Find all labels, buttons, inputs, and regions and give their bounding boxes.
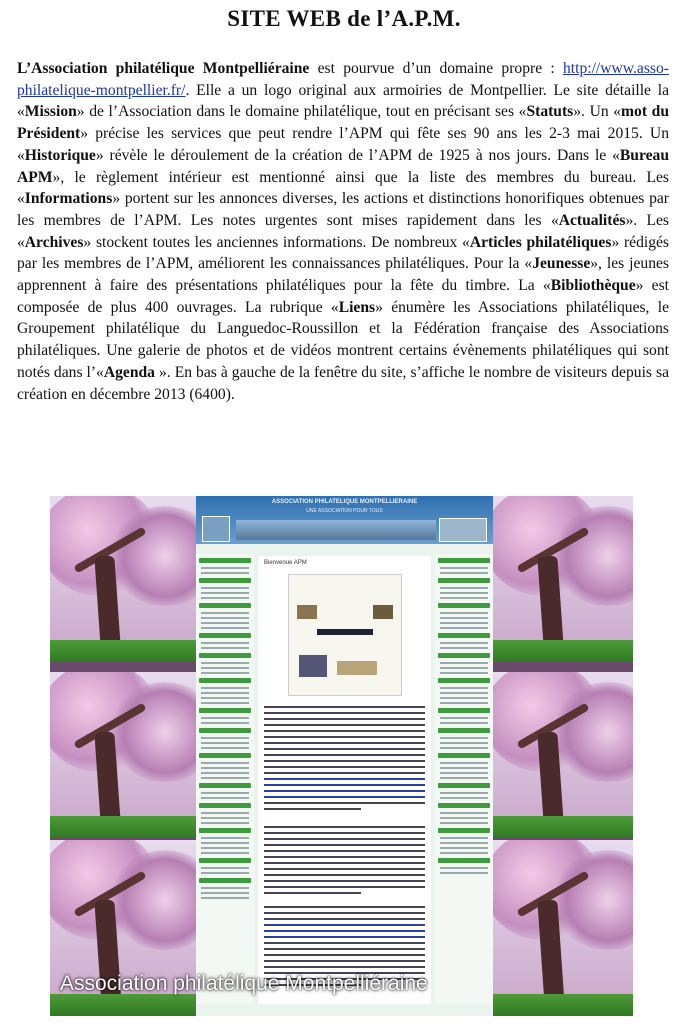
sidebar-menu-line <box>201 767 249 769</box>
text-line <box>264 868 425 870</box>
text-line <box>264 844 425 846</box>
text-line <box>264 880 425 882</box>
bold-term: Articles philatéliques <box>469 233 612 251</box>
sidebar-menu-line <box>440 717 488 719</box>
sidebar-menu-line <box>201 567 249 569</box>
sidebar-menu-line <box>440 642 488 644</box>
text-line <box>264 766 425 768</box>
sidebar-menu-line <box>440 572 488 574</box>
text-line <box>264 796 425 798</box>
sidebar-menu-line <box>440 672 488 674</box>
text-run: » portent sur les annonces diverses, les actions et distinctions honorifiques obtenues par les membres de l’APM. Les notes urgentes sont mises rapidement dans les « <box>17 190 669 229</box>
sidebar-menu-bar <box>199 633 251 638</box>
text-run: », le règlement intérieur est mentionné ainsi que la liste des membres du bureau. Les « <box>17 168 669 208</box>
city-photo <box>236 520 436 540</box>
banner-title: ASSOCIATION PHILATELIQUE MONTPELLIERAINE <box>271 499 418 505</box>
sidebar-menu-line <box>440 667 488 669</box>
text-line <box>264 838 425 840</box>
sidebar-menu-bar <box>438 803 490 808</box>
sidebar-menu-line <box>201 617 249 619</box>
sidebar-menu-bar <box>438 828 490 833</box>
sidebar-menu-bar <box>438 708 490 713</box>
sidebar-menu-line <box>201 587 249 589</box>
sidebar-menu-line <box>201 717 249 719</box>
text-run: » énumère les Associations philatéliques, le Groupement philatélique du Languedoc-Roussillon et la Fédération française des Associations philatéliques. Une galerie de photos et de vidéos montrent certains évènements philatéliques qui sont notés dans l’« <box>17 298 669 381</box>
sidebar-menu-bar <box>438 558 490 563</box>
sidebar-menu-line <box>440 617 488 619</box>
text-line <box>264 826 425 828</box>
sidebar-menu-line <box>440 847 488 849</box>
sidebar-menu-line <box>201 822 249 824</box>
cherry-tree-image <box>50 672 196 838</box>
text-line <box>264 856 425 858</box>
cherry-tree-image <box>50 496 196 662</box>
sidebar-menu-line <box>440 767 488 769</box>
text-run: ». En bas à gauche de la fenêtre du site, s’affiche le nombre de visiteurs depuis sa création en décembre 2013 (6400). <box>17 363 669 403</box>
text-line <box>264 808 361 810</box>
sidebar-menu-line <box>201 842 249 844</box>
sidebar-menu-bar <box>199 578 251 583</box>
sidebar-menu-line <box>440 812 488 814</box>
sidebar-menu-line <box>440 792 488 794</box>
sidebar-menu-line <box>201 837 249 839</box>
sidebar-menu-line <box>440 772 488 774</box>
bold-term: Historique <box>24 146 96 164</box>
sidebar-menu-bar <box>438 633 490 638</box>
sidebar-menu-line <box>201 762 249 764</box>
sidebar-menu-line <box>440 687 488 689</box>
sidebar-menu-bar <box>438 678 490 683</box>
article-text-block <box>264 826 425 898</box>
text-run: . Elle a un logo original aux armoiries de Montpellier. Le site détaille la « <box>17 81 669 121</box>
sidebar-menu-line <box>440 737 488 739</box>
image-caption: Association philatélique Montpelliéraine <box>60 972 428 995</box>
sidebar-menu-line <box>201 847 249 849</box>
sidebar-menu-bar <box>438 783 490 788</box>
text-line <box>264 778 425 780</box>
main-heading: Bienvenue APM <box>264 560 307 566</box>
bold-term: Archives <box>24 233 84 251</box>
sidebar-menu-line <box>440 762 488 764</box>
sidebar-menu-bar <box>199 678 251 683</box>
text-line <box>264 966 425 968</box>
text-run: » stockent toutes les anciennes informations. De nombreux « <box>83 233 470 251</box>
bold-term: Mission <box>24 103 77 121</box>
bold-term: Agenda <box>103 363 155 381</box>
sidebar-menu-line <box>440 817 488 819</box>
text-line <box>264 730 425 732</box>
sidebar-menu-bar <box>199 753 251 758</box>
sidebar-menu-bar <box>438 753 490 758</box>
text-line <box>264 912 425 914</box>
sidebar-menu-line <box>201 672 249 674</box>
text-line <box>264 874 425 876</box>
sidebar-menu-line <box>201 687 249 689</box>
sidebar-menu-line <box>440 777 488 779</box>
text-line <box>264 954 425 956</box>
sidebar-menu-bar <box>199 603 251 608</box>
sidebar-menu-bar <box>438 858 490 863</box>
text-line <box>264 754 425 756</box>
sidebar-menu-line <box>201 702 249 704</box>
website-page <box>196 496 493 1016</box>
cherry-tree-image <box>493 496 633 662</box>
bold-term: L’Association philatélique Montpelliéraine <box>17 60 310 77</box>
sidebar-menu-line <box>440 797 488 799</box>
sidebar-menu-bar <box>438 603 490 608</box>
sidebar-menu-line <box>440 587 488 589</box>
text-line <box>264 736 425 738</box>
text-line <box>264 832 425 834</box>
sidebar-menu-line <box>440 612 488 614</box>
sidebar-menu-bar <box>438 653 490 658</box>
sidebar-menu-bar <box>199 828 251 833</box>
sidebar-menu-line <box>440 722 488 724</box>
sidebar-menu-bar <box>199 803 251 808</box>
sidebar-menu-line <box>201 777 249 779</box>
page-title: SITE WEB de l’A.P.M. <box>227 6 461 31</box>
sidebar-menu-line <box>201 747 249 749</box>
bold-term: Bureau APM <box>17 146 669 186</box>
sidebar-menu-line <box>440 822 488 824</box>
sidebar-menu-line <box>440 697 488 699</box>
sidebar-menu-line <box>201 867 249 869</box>
text-line <box>264 772 425 774</box>
sidebar-menu-line <box>440 702 488 704</box>
header-photo <box>439 518 487 542</box>
text-line <box>264 948 425 950</box>
text-line <box>264 802 425 804</box>
bold-term: Actualités <box>558 211 626 229</box>
bold-term: Jeunesse <box>532 255 591 273</box>
sidebar-menu-line <box>440 867 488 869</box>
sidebar-menu-bar <box>199 878 251 883</box>
sidebar-menu-line <box>201 872 249 874</box>
site-banner <box>196 496 493 544</box>
sidebar-menu-line <box>201 887 249 889</box>
sidebar-menu-line <box>201 592 249 594</box>
text-line <box>264 936 425 938</box>
text-line <box>264 724 425 726</box>
sidebar-menu-line <box>201 697 249 699</box>
sidebar-menu-line <box>201 662 249 664</box>
text-line <box>264 892 361 894</box>
sidebar-menu-line <box>201 772 249 774</box>
sidebar-menu-line <box>440 622 488 624</box>
text-line <box>264 706 425 708</box>
sidebar-menu-line <box>440 742 488 744</box>
sidebar-menu-line <box>201 642 249 644</box>
text-line <box>264 850 425 852</box>
sidebar-menu-line <box>201 897 249 899</box>
sidebar-menu-line <box>201 737 249 739</box>
sidebar-menu-line <box>201 612 249 614</box>
sidebar-menu-line <box>201 812 249 814</box>
text-line <box>264 760 425 762</box>
sidebar-menu-line <box>201 667 249 669</box>
sidebar-menu-line <box>440 872 488 874</box>
text-line <box>264 960 425 962</box>
sidebar-menu-line <box>440 747 488 749</box>
sidebar-menu-line <box>440 647 488 649</box>
text-line <box>264 886 425 888</box>
text-line <box>264 930 425 932</box>
text-line <box>264 742 425 744</box>
article-text-block <box>264 706 425 814</box>
text-line <box>264 924 425 926</box>
text-line <box>264 748 425 750</box>
sidebar-menu-line <box>440 842 488 844</box>
text-run: » rédigés par les membres de l’APM, améliorent les connaissances philatéliques. Pour la « <box>17 233 669 273</box>
left-sidebar <box>196 554 254 1004</box>
sidebar-menu-bar <box>199 728 251 733</box>
logo-image <box>202 516 230 542</box>
sidebar-menu-line <box>440 837 488 839</box>
sidebar-menu-line <box>440 592 488 594</box>
sidebar-menu-bar <box>199 783 251 788</box>
sidebar-menu-line <box>201 852 249 854</box>
sidebar-menu-line <box>201 817 249 819</box>
bold-term: mot du Président <box>17 103 669 143</box>
sidebar-menu-line <box>201 742 249 744</box>
bold-term: Bibliothèque <box>550 277 636 295</box>
sidebar-menu-line <box>201 797 249 799</box>
sidebar-menu-line <box>440 597 488 599</box>
text-run: » précise les services que peut rendre l’APM qui fête ses 90 ans les 2-3 mai 2015. Un « <box>17 125 669 164</box>
website-link[interactable]: http://www.asso-philatelique-montpellier.fr/ <box>17 60 669 99</box>
text-line <box>264 790 425 792</box>
article-body <box>17 58 669 405</box>
sidebar-menu-bar <box>199 858 251 863</box>
sidebar-menu-line <box>440 627 488 629</box>
sidebar-menu-line <box>440 852 488 854</box>
text-run: », les jeunes apprennent à faire des présentations philatéliques pour la fête du timbre. La « <box>17 255 670 295</box>
text-run: ». Un « <box>573 103 622 121</box>
sidebar-menu-bar <box>438 728 490 733</box>
text-run: ». Les « <box>17 211 669 251</box>
sidebar-menu-bar <box>199 653 251 658</box>
text-line <box>264 906 425 908</box>
sidebar-menu-line <box>201 722 249 724</box>
text-run: » de l’Association dans le domaine philatélique, tout en précisant ses « <box>76 103 527 121</box>
sidebar-menu-bar <box>438 578 490 583</box>
bold-term: Informations <box>24 190 113 208</box>
sidebar-menu-bar <box>199 558 251 563</box>
sidebar-menu-line <box>440 662 488 664</box>
main-content <box>258 556 431 1004</box>
poster-image <box>288 574 402 696</box>
bold-term: Statuts <box>526 103 574 121</box>
cherry-tree-image <box>493 672 633 838</box>
sidebar-menu-line <box>201 647 249 649</box>
sidebar-menu-line <box>440 692 488 694</box>
text-run: » révèle le déroulement de la création de l’APM de 1925 à nos jours. Dans le « <box>95 146 620 164</box>
sidebar-menu-line <box>201 892 249 894</box>
sidebar-menu-line <box>201 622 249 624</box>
sidebar-menu-line <box>201 692 249 694</box>
sidebar-menu-bar <box>199 708 251 713</box>
sidebar-menu-line <box>201 792 249 794</box>
banner-subtitle: UNE ASSOCIATION POUR TOUS <box>306 508 383 514</box>
right-sidebar <box>435 554 493 1004</box>
text-run: » est composée de plus 400 ouvrages. La rubrique « <box>17 277 669 316</box>
bold-term: Liens <box>338 298 376 316</box>
text-line <box>264 918 425 920</box>
sidebar-menu-line <box>201 597 249 599</box>
website-screenshot <box>50 496 633 1016</box>
text-line <box>264 784 425 786</box>
sidebar-menu-line <box>201 572 249 574</box>
text-run: est pourvue d’un domaine propre : <box>309 60 563 77</box>
text-line <box>264 718 425 720</box>
sidebar-menu-line <box>440 567 488 569</box>
sidebar-menu-line <box>201 627 249 629</box>
text-line <box>264 712 425 714</box>
text-line <box>264 862 425 864</box>
text-line <box>264 942 425 944</box>
